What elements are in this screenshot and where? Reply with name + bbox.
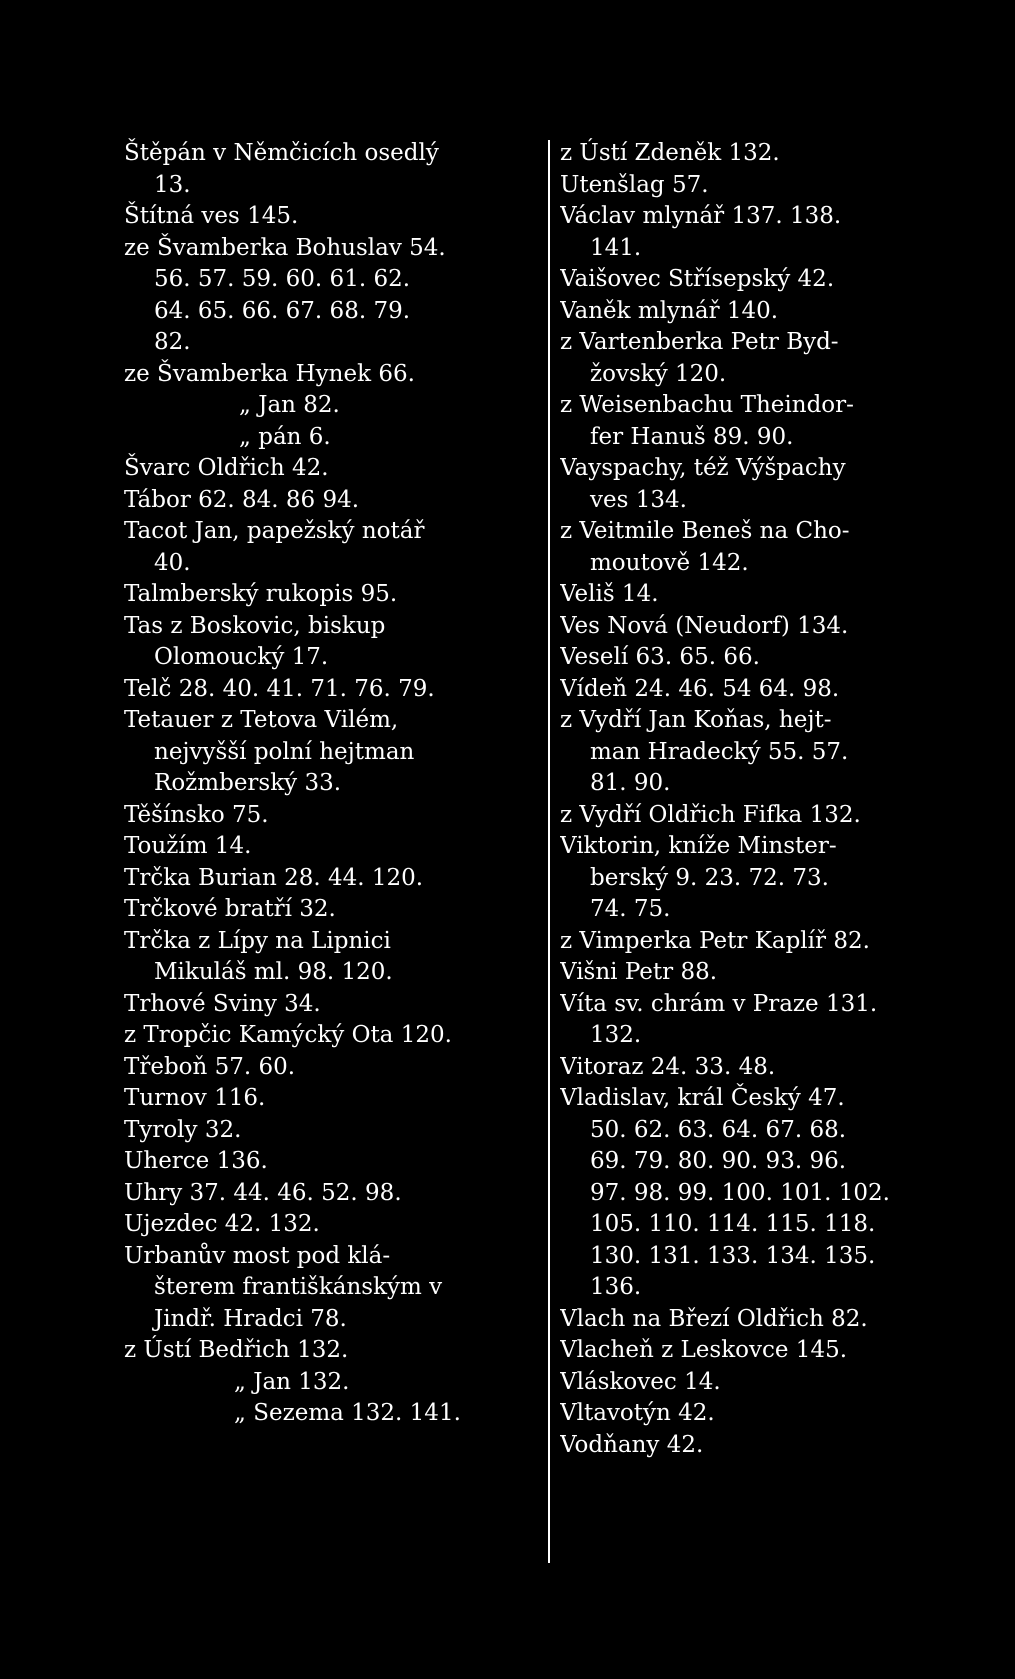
index-entry-line: Vláskovec 14. bbox=[560, 1368, 721, 1395]
index-entry-line: Talmberský rukopis 95. bbox=[124, 581, 398, 607]
index-entry-line: 40. bbox=[154, 549, 191, 576]
index-entry-line: Štěpán v Němčicích osedlý bbox=[124, 140, 439, 166]
index-entry-line: 81. 90. bbox=[590, 770, 671, 796]
index-entry-line: Švarc Oldřich 42. bbox=[124, 455, 329, 481]
index-entry-line: Vaišovec Střísepský 42. bbox=[560, 266, 835, 292]
index-entry-line: Toužím 14. bbox=[124, 833, 252, 859]
index-entry-line: z Weisenbachu Theindor- bbox=[560, 392, 854, 418]
index-entry-line: 132. bbox=[590, 1022, 642, 1048]
index-entry-line: Vídeň 24. 46. 54 64. 98. bbox=[560, 675, 840, 702]
index-entry-line: Vitoraz 24. 33. 48. bbox=[560, 1053, 776, 1080]
index-entry-line: 13. bbox=[154, 171, 191, 198]
index-entry-line: Viktorin, kníže Minster- bbox=[560, 833, 837, 859]
index-entry-line: Vladislav, král Český 47. bbox=[560, 1085, 845, 1111]
index-column-right bbox=[560, 138, 960, 1461]
index-entry-line: Třeboň 57. 60. bbox=[124, 1053, 296, 1080]
index-entry-line: Turnov 116. bbox=[124, 1085, 266, 1111]
index-entry-line: Veliš 14. bbox=[560, 581, 659, 607]
index-entry-line: z Veitmile Beneš na Cho- bbox=[560, 518, 850, 544]
index-entry-line: z Vydří Jan Koňas, hejt- bbox=[560, 707, 832, 733]
index-entry-line: „ pán 6. bbox=[239, 423, 331, 450]
index-entry-line: fer Hanuš 89. 90. bbox=[590, 423, 794, 450]
index-entry-line: Tetauer z Tetova Vilém, bbox=[124, 707, 399, 733]
index-entry-line: Vlach na Březí Oldřich 82. bbox=[560, 1305, 868, 1332]
index-entry-line: Rožmberský 33. bbox=[154, 770, 342, 796]
index-entry-line: ze Švamberka Bohuslav 54. bbox=[124, 234, 446, 261]
index-entry-line: Olomoucký 17. bbox=[154, 644, 329, 670]
index-entry-line: Tacot Jan, papežský notář bbox=[124, 518, 425, 544]
index-entry-line: Víta sv. chrám v Praze 131. bbox=[560, 990, 878, 1017]
index-entry-line: Trčka z Lípy na Lipnici bbox=[124, 927, 391, 954]
index-entry-line: 105. 110. 114. 115. 118. bbox=[590, 1211, 876, 1237]
index-column-left bbox=[124, 138, 536, 1430]
index-entry-line: 56. 57. 59. 60. 61. 62. bbox=[154, 266, 411, 292]
index-entry-line: ze Švamberka Hynek 66. bbox=[124, 360, 415, 387]
index-entry-line: Trhové Sviny 34. bbox=[124, 990, 321, 1017]
index-entry-line: berský 9. 23. 72. 73. bbox=[590, 864, 829, 891]
index-entry-line: Trčka Burian 28. 44. 120. bbox=[124, 864, 424, 891]
index-entry-line: Trčkové bratří 32. bbox=[124, 896, 336, 922]
index-entry-line: Štítná ves 145. bbox=[124, 203, 299, 229]
index-entry-line: moutově 142. bbox=[590, 549, 749, 576]
index-entry-line: z Ústí Bedřich 132. bbox=[124, 1337, 349, 1363]
index-entry-line: Tyroly 32. bbox=[124, 1116, 242, 1143]
index-entry-line: Telč 28. 40. 41. 71. 76. 79. bbox=[124, 675, 435, 702]
index-entry-line: 130. 131. 133. 134. 135. bbox=[590, 1242, 876, 1269]
index-entry-line: Tas z Boskovic, biskup bbox=[124, 612, 386, 639]
index-entry-line: „ Jan 132. bbox=[234, 1368, 350, 1395]
index-entry-line: Veselí 63. 65. 66. bbox=[560, 644, 760, 670]
index-entry-line: 141. bbox=[590, 234, 642, 261]
index-entry-line: Jindř. Hradci 78. bbox=[154, 1305, 347, 1332]
index-entry-line: z Vimperka Petr Kaplíř 82. bbox=[560, 927, 870, 954]
index-entry-line: „ Sezema 132. 141. bbox=[234, 1400, 461, 1426]
index-entry-line: žovský 120. bbox=[590, 360, 727, 387]
index-entry-line: nejvyšší polní hejtman bbox=[154, 738, 415, 765]
index-entry-line: Vaněk mlynář 140. bbox=[560, 297, 779, 324]
index-entry-line: Urbanův most pod klá- bbox=[124, 1242, 391, 1269]
index-entry-line: Vlacheň z Leskovce 145. bbox=[560, 1337, 848, 1363]
index-entry-line: Uhry 37. 44. 46. 52. 98. bbox=[124, 1179, 402, 1206]
index-entry-line: Uherce 136. bbox=[124, 1148, 268, 1174]
index-entry-line: 50. 62. 63. 64. 67. 68. bbox=[590, 1116, 847, 1143]
index-entry-line: Višni Petr 88. bbox=[560, 959, 718, 985]
index-entry-line: man Hradecký 55. 57. bbox=[590, 738, 849, 765]
column-divider bbox=[548, 140, 550, 1563]
index-entry-line: Utenšlag 57. bbox=[560, 171, 709, 198]
index-entry-line: Těšínsko 75. bbox=[124, 801, 269, 828]
index-entry-line: z Vydří Oldřich Fifka 132. bbox=[560, 801, 861, 828]
index-entry-line: z Ústí Zdeněk 132. bbox=[560, 140, 780, 166]
index-entry-line: 64. 65. 66. 67. 68. 79. bbox=[154, 297, 411, 324]
index-entry-line: z Tropčic Kamýcký Ota 120. bbox=[124, 1022, 452, 1048]
index-entry-line: 74. 75. bbox=[590, 896, 671, 922]
index-entry-line: Václav mlynář 137. 138. bbox=[560, 203, 842, 229]
index-entry-line: Ujezdec 42. 132. bbox=[124, 1211, 320, 1237]
index-entry-line: Vayspachy, též Výšpachy bbox=[560, 455, 846, 481]
index-entry-line: Vodňany 42. bbox=[560, 1431, 704, 1458]
index-entry-line: 136. bbox=[590, 1274, 642, 1300]
index-entry-line: „ Jan 82. bbox=[239, 392, 340, 418]
index-entry-line: Tábor 62. 84. 86 94. bbox=[124, 486, 360, 513]
index-entry-line: Mikuláš ml. 98. 120. bbox=[154, 959, 393, 985]
index-entry-line: 69. 79. 80. 90. 93. 96. bbox=[590, 1148, 847, 1174]
index-entry-line: ves 134. bbox=[590, 486, 687, 513]
index-entry-line: 82. bbox=[154, 329, 191, 355]
index-entry-line: z Vartenberka Petr Byd- bbox=[560, 329, 839, 355]
index-entry-line: šterem františkánským v bbox=[154, 1274, 443, 1300]
index-entry-line: Ves Nová (Neudorf) 134. bbox=[560, 612, 849, 639]
index-entry-line: 97. 98. 99. 100. 101. 102. bbox=[590, 1179, 890, 1206]
index-entry-line: Vltavotýn 42. bbox=[560, 1400, 715, 1426]
